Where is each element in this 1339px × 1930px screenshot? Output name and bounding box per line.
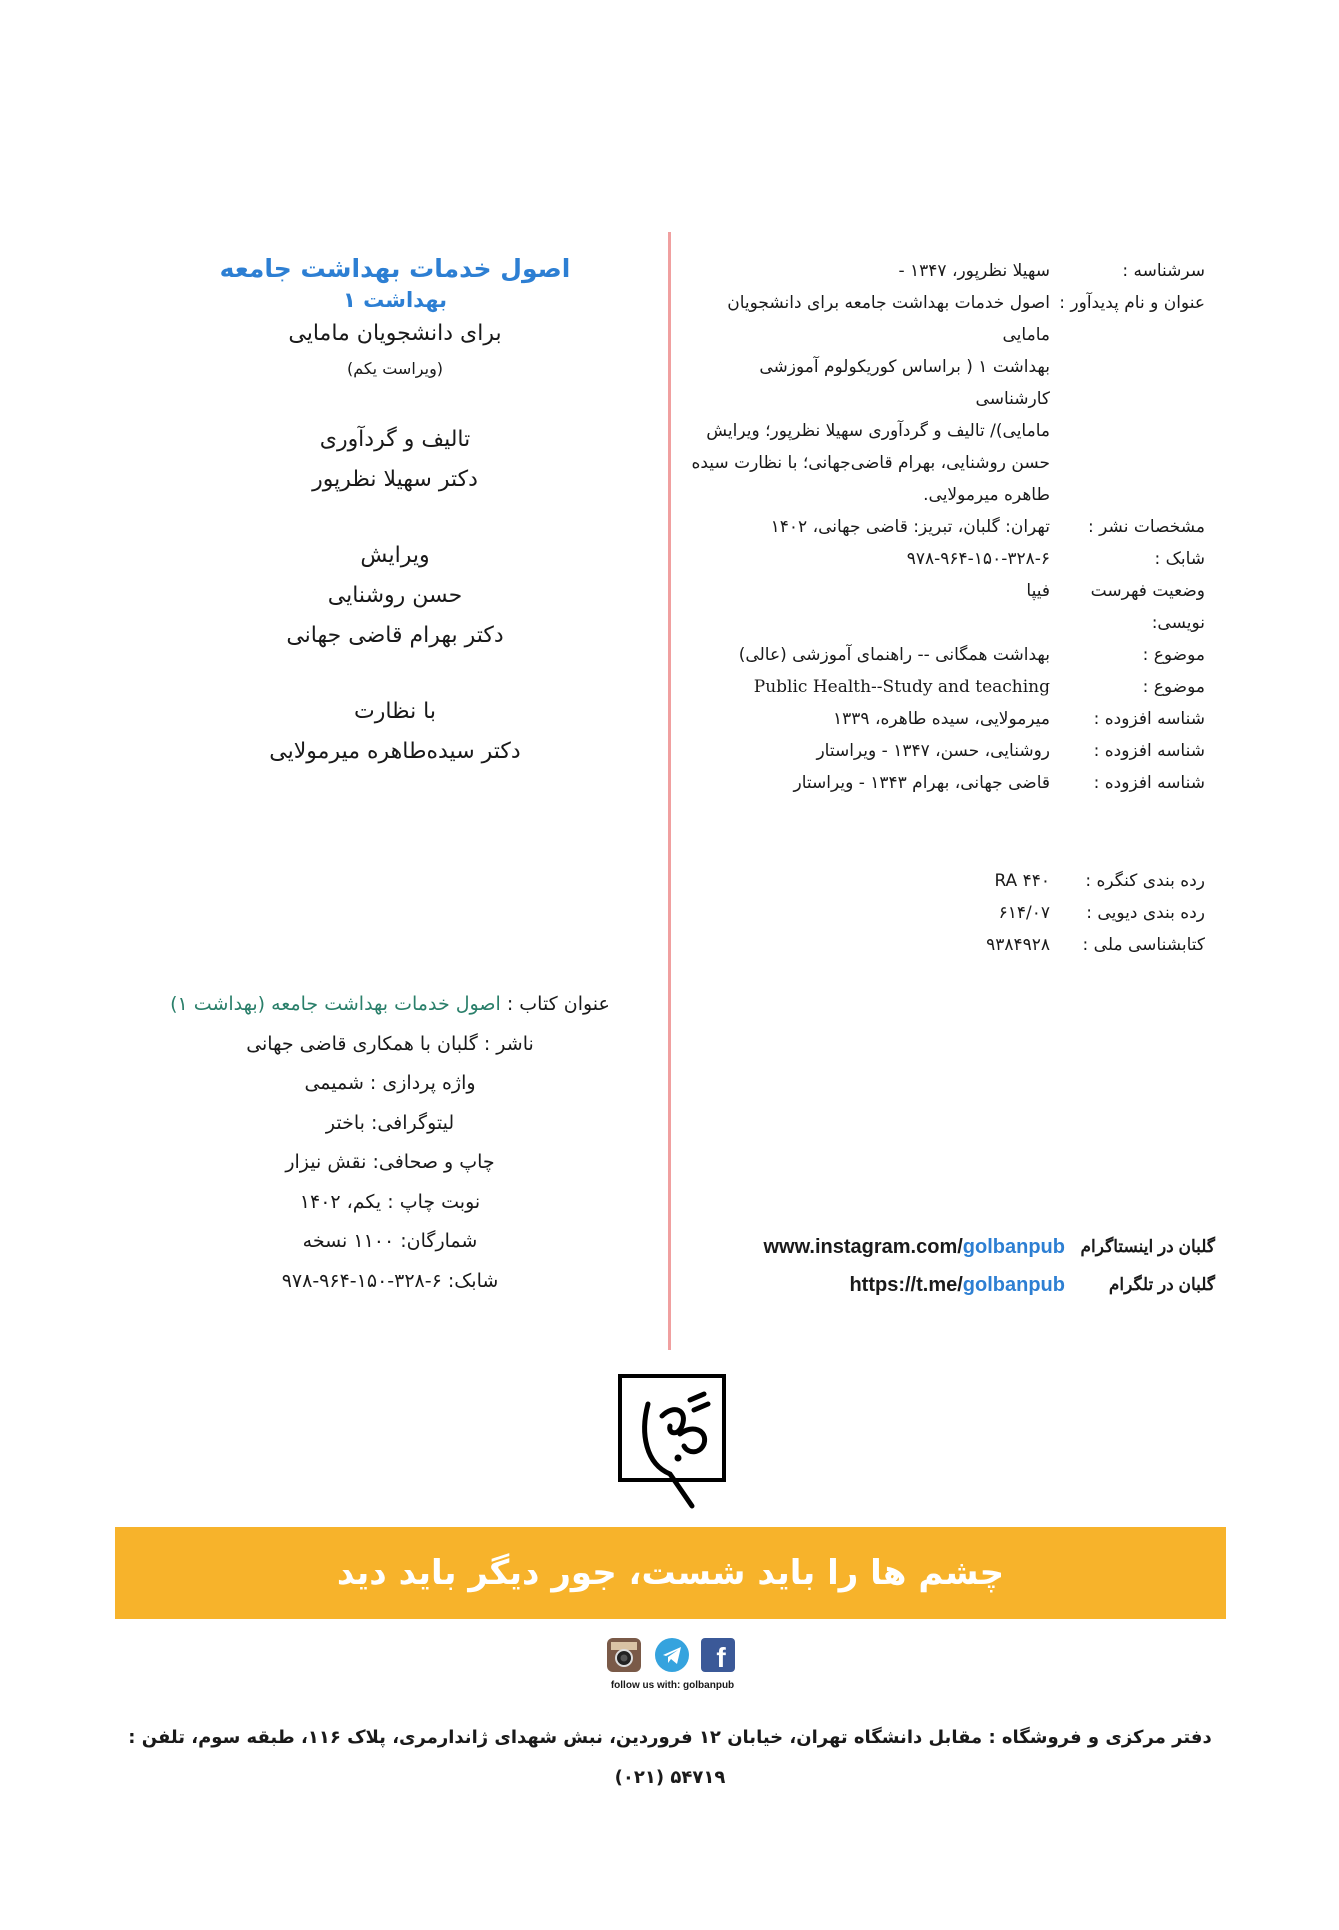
catalog-row-subject <box>690 639 1205 671</box>
supervisor-name: دکتر سیده‌طاهره میرمولایی <box>269 739 521 764</box>
editor-name: حسن روشنایی <box>327 583 463 608</box>
catalog-value: فیپا <box>1026 581 1050 601</box>
editor-name: دکتر بهرام قاضی جهانی <box>286 623 504 648</box>
typesetting-row: واژه پردازی : شمیمی <box>304 1072 476 1094</box>
telegram-icon[interactable] <box>655 1638 689 1672</box>
catalog-row-author <box>690 255 1205 287</box>
catalog-value: میرمولایی، سیده طاهره، ۱۳۳۹ <box>833 709 1050 729</box>
catalog-label: موضوع : <box>1142 677 1205 697</box>
catalog-label: موضوع : <box>1142 645 1205 665</box>
telegram-link[interactable] <box>849 1270 1065 1300</box>
book-subtitle: بهداشت ۱ <box>342 288 448 312</box>
slogan-band <box>115 1527 1226 1619</box>
catalog-value: Public Health--Study and teaching <box>753 677 1050 697</box>
catalog-label: شابک : <box>1154 549 1205 569</box>
catalog-record <box>690 255 1205 961</box>
book-audience: برای دانشجویان مامایی <box>288 321 502 346</box>
social-icons <box>603 1638 743 1674</box>
catalog-row-national-bib <box>690 929 1205 961</box>
editing-label: ویرایش <box>360 543 430 568</box>
catalog-row-added-entry <box>690 735 1205 767</box>
catalog-value: ۹۳۸۴۹۲۸ <box>986 935 1050 955</box>
catalog-value-title <box>690 287 1050 511</box>
author-name: دکتر سهیلا نظرپور <box>312 467 478 492</box>
book-title-row <box>160 985 620 1025</box>
catalog-row-title <box>690 287 1205 511</box>
catalog-value: بهداشت همگانی -- راهنمای آموزشی (عالی) <box>738 645 1050 665</box>
catalog-row-added-entry <box>690 703 1205 735</box>
catalog-value: روشنایی، حسن، ۱۳۴۷ - ویراستار <box>816 741 1050 761</box>
catalog-title-line: بهداشت ۱ ( براساس کوریکولوم آموزشی کارشناسی <box>759 357 1050 409</box>
instagram-label: گلبان در اینستاگرام <box>1080 1237 1215 1256</box>
lithography-row: لیتوگرافی: باختر <box>325 1111 455 1134</box>
instagram-row <box>735 1232 1215 1270</box>
catalog-label: سرشناسه : <box>1122 261 1205 281</box>
authorship-label: تالیف و گردآوری <box>319 427 471 452</box>
catalog-value: قاضی جهانی، بهرام ۱۳۴۳ - ویراستار <box>793 773 1050 793</box>
catalog-title-line: طاهره میرمولایی. <box>923 485 1050 505</box>
title-block <box>190 252 600 772</box>
edition-row: نوبت چاپ : یکم، ۱۴۰۲ <box>299 1190 481 1213</box>
catalog-row-status <box>690 575 1205 639</box>
printing-row: چاپ و صحافی: نقش نیزار <box>285 1151 495 1173</box>
catalog-row-lc-class <box>690 865 1205 897</box>
telegram-label: گلبان در تلگرام <box>1108 1275 1215 1294</box>
catalog-label: وضعیت فهرست نویسی: <box>1090 581 1205 633</box>
column-divider <box>668 232 671 1350</box>
catalog-row-isbn <box>690 543 1205 575</box>
isbn-row: شابک: ۶-۳۲۸-۱۵۰-۹۶۴-۹۷۸ <box>281 1269 499 1292</box>
social-links <box>735 1232 1215 1308</box>
book-title-value: اصول خدمات بهداشت جامعه (بهداشت ۱) <box>170 993 501 1015</box>
book-title-label: عنوان کتاب : <box>506 993 610 1015</box>
supervision-label: با نظارت <box>353 699 437 724</box>
catalog-label: شناسه افزوده : <box>1093 741 1205 761</box>
publisher-row: ناشر : گلبان با همکاری قاضی جهانی <box>246 1032 534 1055</box>
catalog-row-subject <box>690 671 1205 703</box>
catalog-label: کتابشناسی ملی : <box>1082 935 1205 955</box>
instagram-handle: golbanpub <box>962 1236 1065 1258</box>
catalog-value: تهران: گلبان، تبریز: قاضی جهانی، ۱۴۰۲ <box>770 517 1050 537</box>
catalog-label: رده بندی کنگره : <box>1085 871 1205 891</box>
office-address: دفتر مرکزی و فروشگاه : مقابل دانشگاه تهران، خیابان ۱۲ فروردین، نبش شهدای ژاندارمری، پلاک ۱۱۶، طبقه سوم، تلفن : ۵۴۷۱۹ (۰۲۱) <box>128 1727 1212 1788</box>
catalog-title-line: اصول خدمات بهداشت جامعه برای دانشجویان مامایی <box>727 293 1050 345</box>
catalog-row-dewey <box>690 897 1205 929</box>
catalog-label: رده بندی دیویی : <box>1086 903 1205 923</box>
catalog-row-publication <box>690 511 1205 543</box>
catalog-title-line: مامایی)/ تالیف و گردآوری سهیلا نظرپور؛ ویرایش <box>706 421 1050 441</box>
catalog-label: عنوان و نام پدیدآور : <box>1059 293 1205 313</box>
facebook-icon[interactable] <box>701 1638 735 1672</box>
catalog-title-line: حسن روشنایی، بهرام قاضی‌جهانی؛ با نظارت سیده <box>691 453 1050 473</box>
book-edition: (ویراست یکم) <box>346 359 444 378</box>
telegram-url-prefix: https://t.me/ <box>849 1274 963 1296</box>
catalog-value: سهیلا نظرپور، ۱۳۴۷ - <box>898 261 1050 281</box>
publication-info <box>160 985 620 1301</box>
catalog-label: شناسه افزوده : <box>1093 773 1205 793</box>
catalog-label: مشخصات نشر : <box>1088 517 1205 537</box>
catalog-row-added-entry <box>690 767 1205 799</box>
golban-logo-icon <box>618 1374 726 1514</box>
telegram-row <box>735 1270 1215 1308</box>
copies-row: شمارگان: ۱۱۰۰ نسخه <box>302 1230 478 1252</box>
follow-us-text: follow us with: golbanpub <box>610 1680 735 1691</box>
instagram-link[interactable] <box>763 1232 1065 1262</box>
instagram-icon[interactable] <box>607 1638 641 1672</box>
slogan-text: چشم ها را باید شست، جور دیگر باید دید <box>336 1553 1005 1593</box>
instagram-url-prefix: www.instagram.com/ <box>763 1236 963 1258</box>
book-main-title: اصول خدمات بهداشت جامعه <box>219 254 571 283</box>
telegram-handle: golbanpub <box>962 1274 1065 1296</box>
catalog-value: RA ۴۴۰ <box>994 871 1050 891</box>
svg-text:f: f <box>716 1642 726 1672</box>
catalog-value: ۹۷۸-۹۶۴-۱۵۰-۳۲۸-۶ <box>906 549 1050 569</box>
catalog-value: ۶۱۴/۰۷ <box>998 903 1050 923</box>
catalog-label: شناسه افزوده : <box>1093 709 1205 729</box>
